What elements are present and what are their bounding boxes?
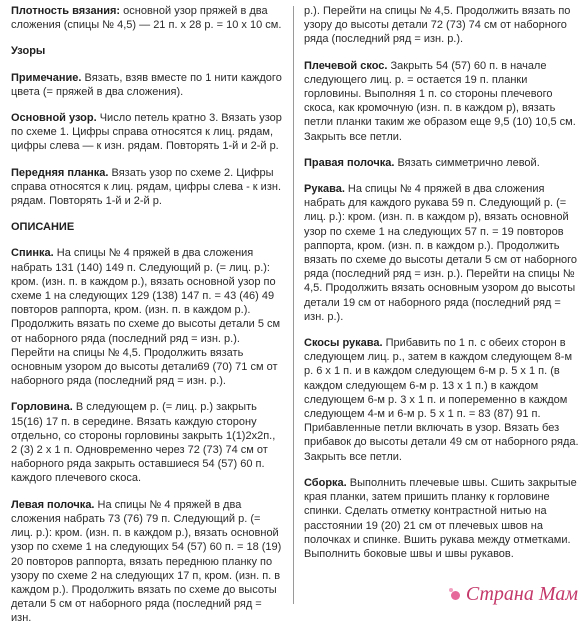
paragraph (11, 246, 283, 388)
paragraph-heading: Основной узор. (11, 112, 97, 125)
paragraph (304, 59, 580, 144)
paragraph-heading: Сборка. (304, 476, 347, 489)
left-column (11, 4, 283, 638)
paragraph (11, 111, 283, 154)
paragraph-heading: Передняя планка. (11, 166, 109, 179)
paragraph-text: Число петель кратно 3. Вязать узор по схеме 1. Цифры справа относятся к лиц. рядам, цифры слева — к изн. рядам. Повторять 1-й и 2-й р. (11, 112, 282, 153)
paragraph (304, 4, 580, 47)
paragraph-text: Вязать симметричнo левой. (394, 156, 540, 169)
paragraph-text: Выполнить плечевые швы. Сшить закрытые края планки, затем пришить планку к горловине спинки. Сделать отметку контрастной нитью на расстоянии 19 (20) 21 см от плечевых швов на полочках и спинке. Вшить рукава между отметками. Выполнить боковые швы и швы рукавов. (304, 476, 577, 560)
paragraph-heading: Спинка. (11, 247, 54, 260)
paragraph-text: На спицы № 4 пряжей в два сложения набрать 73 (76) 79 п. Следующий р. (= лиц. р.): кром. (изн. п. в каждом р.), вязать основной узор по схеме 1 на следующих 54 (57) 60 п. = 18 (19) 20 повторов раппорта, вязать переднюю планку по узору по схеме 2 на следующих 17 п, кром. (изн. п. в каждом р.). Продолжить вязать по схеме до высоты детали 5 см от наборного ряда (последний ряд = изн. (11, 498, 282, 625)
site-logo (449, 583, 578, 606)
paragraph-text: Вязать, взяв вместе по 1 нити каждого цвета (= пряжей в два сложения). (11, 71, 282, 98)
paragraph-text: р.). Перейти на спицы № 4,5. Продолжить вязать по узору до высоты детали 72 (73) 74 см от наборного ряда (последний ряд = изн. р.). (304, 5, 571, 46)
flower-icon (449, 588, 463, 602)
paragraph-heading: Правая полочка. (304, 156, 395, 169)
paragraph-text: Вязать узор по схеме 2. Цифры справа относятся к лиц. рядам, цифры слева - к изн. рядам. Повторять 1-й и 2-й р. (11, 166, 281, 208)
paragraph-heading: Рукава. (304, 183, 345, 196)
column-divider (293, 6, 294, 604)
paragraph-text: На спицы № 4 пряжей в два сложения набрать 131 (140) 149 п. Следующий р. (= лиц. р.): кром. (изн. п. в каждом р.), вязать основной узор по схеме 1 на следующих 129 (138) 147 п. = 43 (46) 49 повторов раппорта, кром. (изн. п. в каждом р.). Продолжить вязать по схеме до высоты детали 5 см от наборного ряда (последний ряд = изн. р.). Перейти на спицы № 4,5. Продолжить вязать основным узором до высоты детали69 (70) 71 см от наборного ряда (последний ряд = изн. р.). (11, 247, 281, 388)
paragraph-heading: Горловина. (11, 401, 73, 414)
paragraph (11, 498, 283, 626)
paragraph (11, 4, 283, 32)
paragraph-heading: Левая полочка. (11, 498, 95, 511)
paragraph-heading: Примечание. (11, 71, 82, 84)
paragraph (304, 182, 580, 324)
paragraph-heading: Плотность вязания: (11, 5, 121, 17)
paragraph (304, 476, 580, 561)
paragraph (11, 166, 283, 209)
paragraph (11, 71, 283, 99)
paragraph-heading: Скосы рукава. (304, 337, 383, 350)
logo-text: Страна Мам (465, 583, 578, 605)
paragraph (304, 156, 580, 170)
right-column (304, 4, 580, 573)
paragraph-text: Закрыть 54 (57) 60 п. в начале следующего лиц. р. = остается 19 п. планки горловины. Выполняя 1 п. со стороны плечевого скоса, как кромочную (изн. п. в каждом р), вязать петли планки таким же образом еще 9,5 (10) 10,5 см. Закрыть все петли. (304, 59, 576, 143)
paragraph-text: основной узор пряжей в два сложения (спицы № 4,5) — 21 п. х 28 р. = 10 х 10 см. (11, 5, 282, 32)
paragraph-heading: Плечевой скос. (304, 59, 388, 72)
paragraph (304, 336, 580, 464)
paragraph-text: В следующем р. (= лиц. р.) закрыть 15(16) 17 п. в середине. Вязать каждую сторону отдельно, со стороны горловины закрыть 1(1)2х2п., 2 (3) 2 х 1 п. Одновременно через 72 (73) 74 см от наборного ряда закрыть оставшиеся 54 (57) 60 п. каждого плечевого скоса. (11, 401, 276, 485)
paragraph (11, 400, 283, 485)
section-title: Узоры (11, 45, 46, 58)
section-title: ОПИСАНИЕ (11, 221, 75, 234)
paragraph-text: На спицы № 4 пряжей в два сложения набрать для каждого рукава 59 п. Следующий р. (= лиц. р.): кром. (изн. п. в каждом р), вязать основной узор по схеме 1 на следующих 57 п. = 19 повторов раппорта, кром. (изн. п. в каждом р.). Продолжить вязать по схеме до высоты детали 5 см от наборного ряда (последний ряд = изн. р.). Перейти на спицы № 4,5. Продолжить вязать основным узором до высоты детали 19 см от наборного ряда (последний ряд = изн. р.). (304, 183, 578, 323)
paragraph-text: Прибавить по 1 п. с обеих сторон в следующем лиц. р., затем в каждом следующем 8-м р. 6 х 1 п. и в каждом следующем 6-м р. 5 х 1 п. (в каждом следующем 6-м р. 13 х 1 п.) в каждом следующем 6-м р. 3 х 1 п. и попеременно в каждом следующем 4-м и 6-м р. 5 х 1 п. = 83 (87) 91 п. Прибавленные петли включать в узор. Вязать без прибавок до высоты детали 49 см от наборного ряда. Закрыть все петли. (304, 337, 579, 463)
